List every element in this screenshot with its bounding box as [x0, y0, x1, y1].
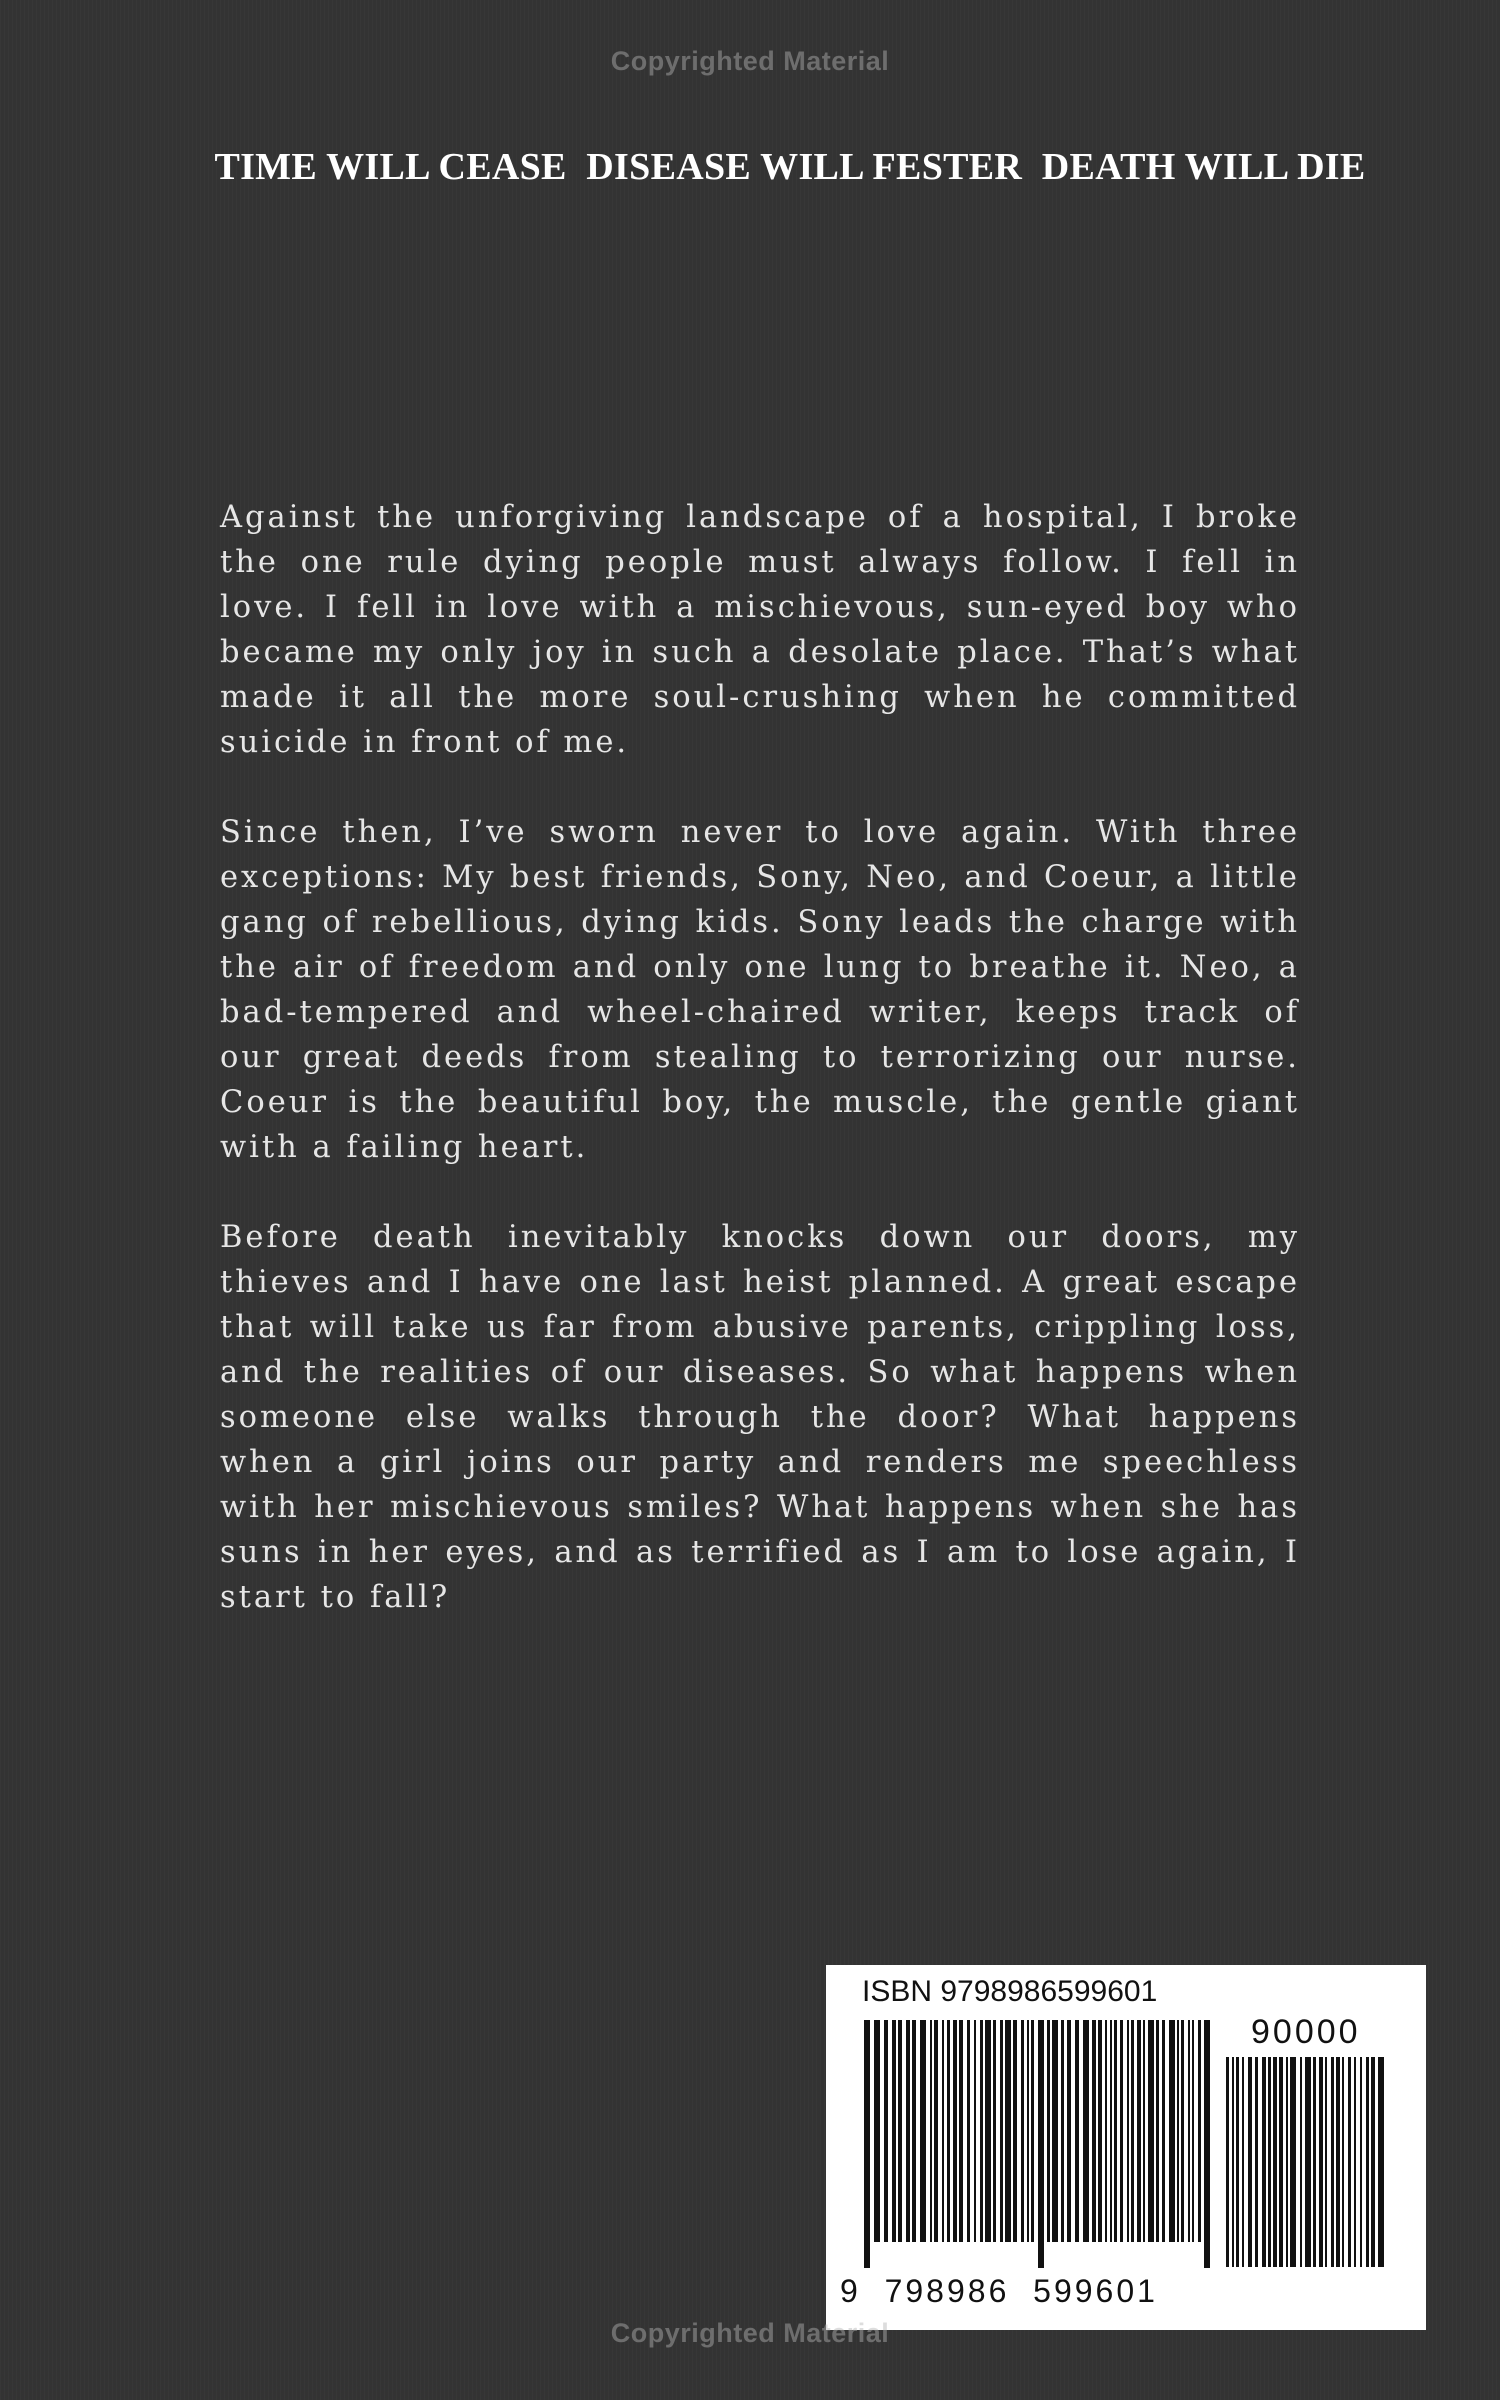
barcode-bar: [874, 2020, 880, 2242]
barcode-bar: [1300, 2057, 1302, 2267]
barcode-bar: [1325, 2057, 1327, 2267]
barcode-bar: [1027, 2020, 1029, 2242]
barcode-bar: [1137, 2020, 1141, 2242]
barcode-bar: [947, 2020, 950, 2242]
barcode-bar: [1204, 2020, 1210, 2268]
isbn-label: ISBN 9798986599601: [862, 1975, 1158, 2008]
barcode-bar: [906, 2020, 910, 2242]
barcode-bar: [1305, 2057, 1311, 2267]
barcode-bar: [1248, 2057, 1252, 2267]
barcode-box: [826, 1965, 1426, 2330]
barcode-bar: [967, 2020, 970, 2242]
barcode-bar: [912, 2020, 916, 2242]
barcode-bar: [1378, 2057, 1384, 2267]
barcode-bar: [1169, 2020, 1175, 2242]
barcode-bar: [1005, 2020, 1011, 2242]
barcode-bar: [864, 2020, 870, 2268]
watermark-top: Copyrighted Material: [610, 46, 890, 76]
barcode-bar: [1098, 2020, 1102, 2242]
barcode-bar: [1127, 2020, 1129, 2242]
barcode-bar: [934, 2020, 938, 2242]
barcode-bar: [959, 2020, 963, 2242]
barcode-bar: [1336, 2057, 1340, 2267]
barcode-bar: [1143, 2020, 1145, 2242]
barcode-bar: [1131, 2020, 1134, 2242]
barcode-bar: [1105, 2020, 1107, 2242]
blurb-paragraph-1: Against the unforgiving landscape of a hospital, I broke the one rule dying people must always follow. I fell in love. I fell in love with a mischievous, sun-eyed boy who became my only joy in such a desolate place. That’s what made it all the more soul-crushing when he committed suicide in front of me.: [220, 500, 1300, 760]
barcode-bar: [1286, 2057, 1288, 2267]
barcode-bar: [1047, 2020, 1050, 2242]
barcode-bar: [1021, 2020, 1024, 2242]
barcode-bar: [1156, 2020, 1159, 2242]
barcode-bar: [1000, 2020, 1003, 2242]
watermark-bottom: Copyrighted Material: [610, 2318, 890, 2348]
barcode-bar: [993, 2020, 996, 2242]
barcode-bar: [1366, 2057, 1369, 2267]
barcode-bar: [1360, 2057, 1362, 2267]
barcode-bar: [1038, 2020, 1044, 2268]
barcode-bar: [1242, 2057, 1244, 2267]
price-code: 90000: [1251, 2013, 1361, 2051]
barcode-bar: [1262, 2057, 1266, 2267]
barcode-bar: [1148, 2020, 1154, 2242]
barcode-bar: [898, 2020, 902, 2242]
barcode-bar: [1067, 2020, 1071, 2242]
barcode-bar: [953, 2020, 957, 2242]
barcode-bar: [1192, 2020, 1194, 2242]
barcode-bar: [1348, 2057, 1351, 2267]
barcode-bar: [1342, 2057, 1344, 2267]
barcode-bar: [1232, 2057, 1234, 2267]
barcode-bars-icon: [864, 2020, 1214, 2268]
barcode-bar: [974, 2020, 976, 2242]
barcode-bar: [1083, 2020, 1089, 2242]
barcode-bar: [1354, 2057, 1356, 2267]
addon-barcode-bars-icon: [1226, 2057, 1396, 2267]
barcode-bar: [1290, 2057, 1296, 2267]
blurb: [220, 495, 1300, 1665]
blurb-paragraph-2: Since then, I’ve sworn never to love again. With three exceptions: My best friends, Sony, Neo, and Coeur, a little gang of rebellious, dying kids. Sony leads the charge with the air of freedom and only one lung to breathe it. Neo, a bad-tempered and wheel-chaired writer, keeps track of our great deeds from stealing to terrorizing our nurse. Coeur is the beautiful boy, the muscle, the gentle giant with a failing heart.: [220, 815, 1300, 1165]
barcode-bar: [1052, 2020, 1058, 2242]
barcode-bar: [1031, 2020, 1034, 2242]
barcode-bar: [1075, 2020, 1079, 2242]
barcode-bar: [1371, 2057, 1375, 2267]
barcode-bar: [1092, 2020, 1096, 2242]
barcode-bar: [1313, 2057, 1316, 2267]
barcode-bar: [1279, 2057, 1283, 2267]
barcode-bar: [1120, 2020, 1123, 2242]
barcode-bar: [1061, 2020, 1064, 2242]
barcode-bar: [884, 2020, 888, 2242]
barcode-bar: [1114, 2020, 1117, 2242]
barcode-bar: [1226, 2057, 1229, 2267]
barcode-bar: [985, 2020, 991, 2242]
blurb-paragraph-3: Before death inevitably knocks down our doors, my thieves and I have one last heist planned. A great escape that will take us far from abusive parents, crippling loss, and the realities of our diseases. So what happens when someone else walks through the door? What happens when a girl joins our party and renders me speechless with her mischievous smiles? What happens when she has suns in her eyes, and as terrified as I am to lose again, I start to fall?: [220, 1220, 1300, 1615]
barcode-bar: [1188, 2020, 1190, 2242]
barcode-bar: [1319, 2057, 1323, 2267]
barcode-bar: [920, 2020, 926, 2242]
barcode-bar: [1273, 2057, 1277, 2267]
barcode-bar: [980, 2020, 983, 2242]
barcode-bar: [942, 2020, 944, 2242]
barcode-bar: [1255, 2057, 1258, 2267]
barcode-bar: [1268, 2057, 1271, 2267]
barcode-bar: [930, 2020, 932, 2242]
barcode-bar: [892, 2020, 896, 2242]
barcode-bar: [1181, 2020, 1184, 2242]
barcode-bar: [1177, 2020, 1179, 2242]
barcode-bar: [1110, 2020, 1112, 2242]
barcode-bar: [1236, 2057, 1239, 2267]
barcode-bar: [1331, 2057, 1334, 2267]
barcode-bar: [1162, 2020, 1165, 2242]
isbn-digits: 9 798986 599601: [840, 2273, 1158, 2309]
barcode-bar: [1198, 2020, 1201, 2242]
barcode-bar: [1013, 2020, 1017, 2242]
tagline: TIME WILL CEASE DISEASE WILL FESTER DEATH WILL DIE: [214, 146, 1366, 188]
